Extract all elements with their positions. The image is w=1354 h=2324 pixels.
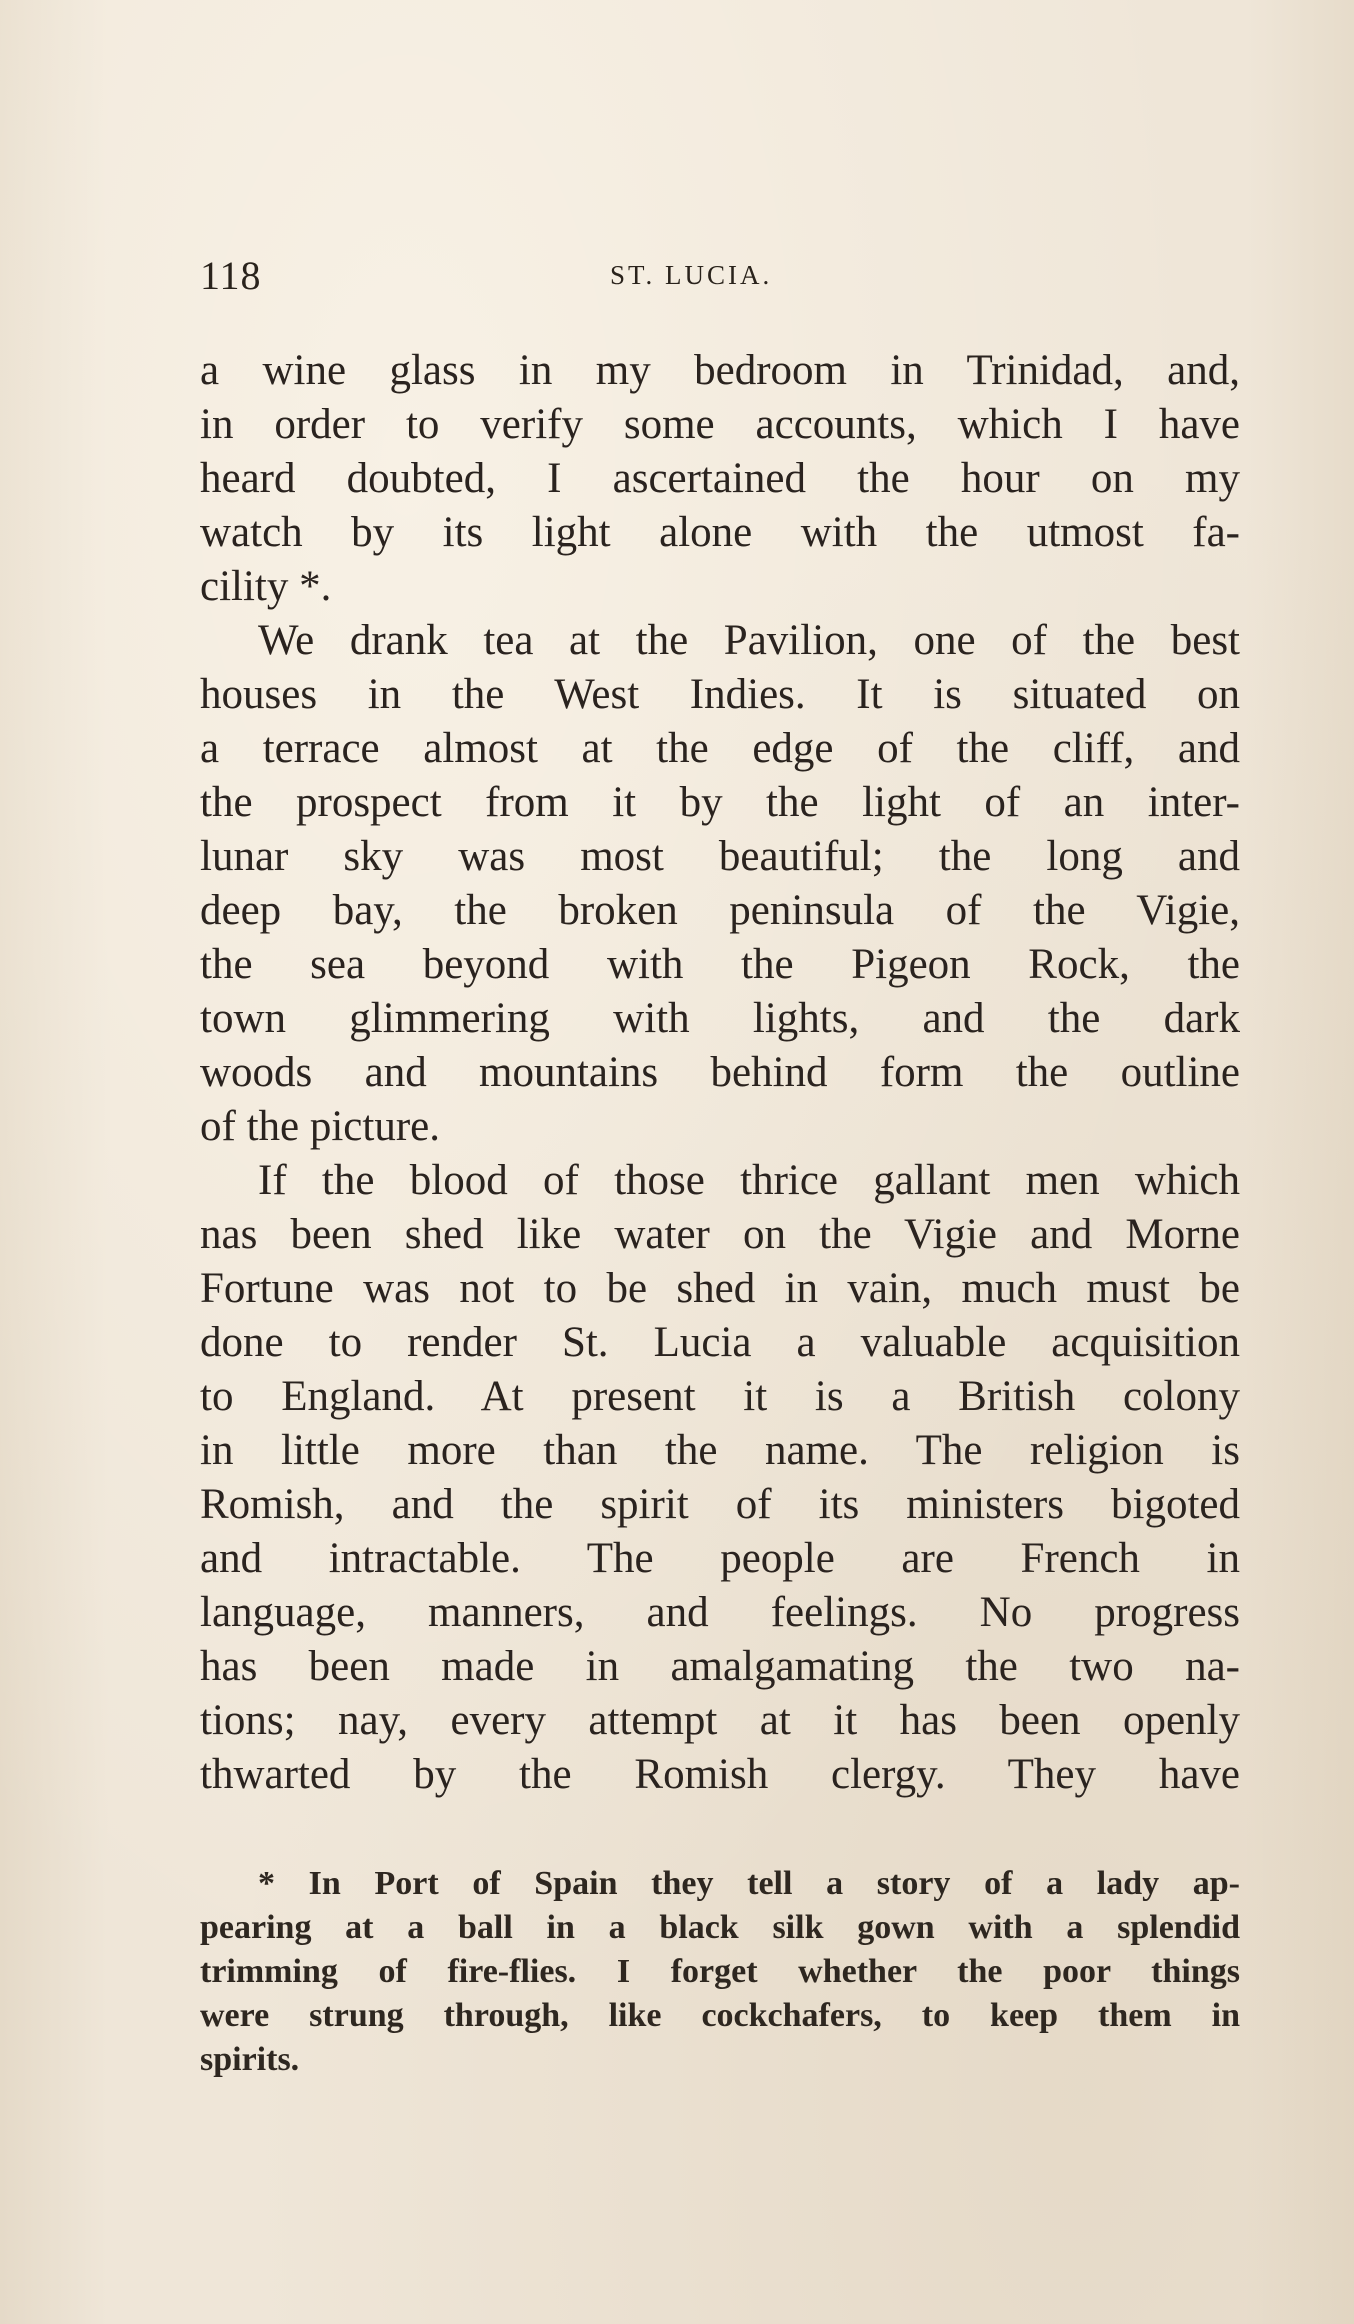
text-line: nas been shed like water on the Vigie and Morne (200, 1211, 1240, 1258)
text-line: has been made in amalgamating the two na- (200, 1643, 1240, 1690)
text-line: in order to verify some accounts, which I have (200, 401, 1240, 448)
text-line: to England. At present it is a British colony (200, 1373, 1240, 1420)
running-title: ST. LUCIA. (610, 260, 773, 290)
text-line: heard doubted, I ascertained the hour on my (200, 455, 1240, 502)
text-line: and intractable. The people are French in (200, 1535, 1240, 1582)
text-line: in little more than the name. The religion is (200, 1427, 1240, 1474)
text-line: thwarted by the Romish clergy. They have (200, 1751, 1240, 1798)
text-line: Fortune was not to be shed in vain, much must be (200, 1265, 1240, 1312)
text-line: Romish, and the spirit of its ministers bigoted (200, 1481, 1240, 1528)
text-line: If the blood of those thrice gallant men which (258, 1157, 1240, 1204)
text-line: the sea beyond with the Pigeon Rock, the (200, 941, 1240, 988)
footnote-line: were strung through, like cockchafers, to keep them in (200, 1997, 1240, 2034)
text-line: deep bay, the broken peninsula of the Vigie, (200, 887, 1240, 934)
text-line: town glimmering with lights, and the dark (200, 995, 1240, 1042)
text-line: woods and mountains behind form the outline (200, 1049, 1240, 1096)
text-line: cility *. (200, 563, 332, 610)
text-line: tions; nay, every attempt at it has been openly (200, 1697, 1240, 1744)
footnote-line: pearing at a ball in a black silk gown with a splendid (200, 1909, 1240, 1946)
page-content (200, 252, 1240, 2082)
page-number: 118 (200, 253, 262, 298)
text-line: houses in the West Indies. It is situated on (200, 671, 1240, 718)
text-line: a wine glass in my bedroom in Trinidad, and, (200, 347, 1240, 394)
text-line: done to render St. Lucia a valuable acquisition (200, 1319, 1240, 1366)
footnote-line: * In Port of Spain they tell a story of a lady ap- (258, 1865, 1240, 1902)
text-line: of the picture. (200, 1103, 440, 1150)
footnote-line: trimming of fire-flies. I forget whether the poor things (200, 1953, 1240, 1990)
text-line: language, manners, and feelings. No progress (200, 1589, 1240, 1636)
text-line: the prospect from it by the light of an inter- (200, 779, 1240, 826)
footnote (200, 1862, 1240, 2082)
footnote-line: spirits. (200, 2041, 300, 2078)
text-line: a terrace almost at the edge of the cliff, and (200, 725, 1240, 772)
text-line: lunar sky was most beautiful; the long and (200, 833, 1240, 880)
text-line: watch by its light alone with the utmost fa- (200, 509, 1240, 556)
text-line: We drank tea at the Pavilion, one of the best (258, 617, 1240, 664)
body-text (200, 344, 1240, 1802)
running-head (200, 252, 1240, 308)
